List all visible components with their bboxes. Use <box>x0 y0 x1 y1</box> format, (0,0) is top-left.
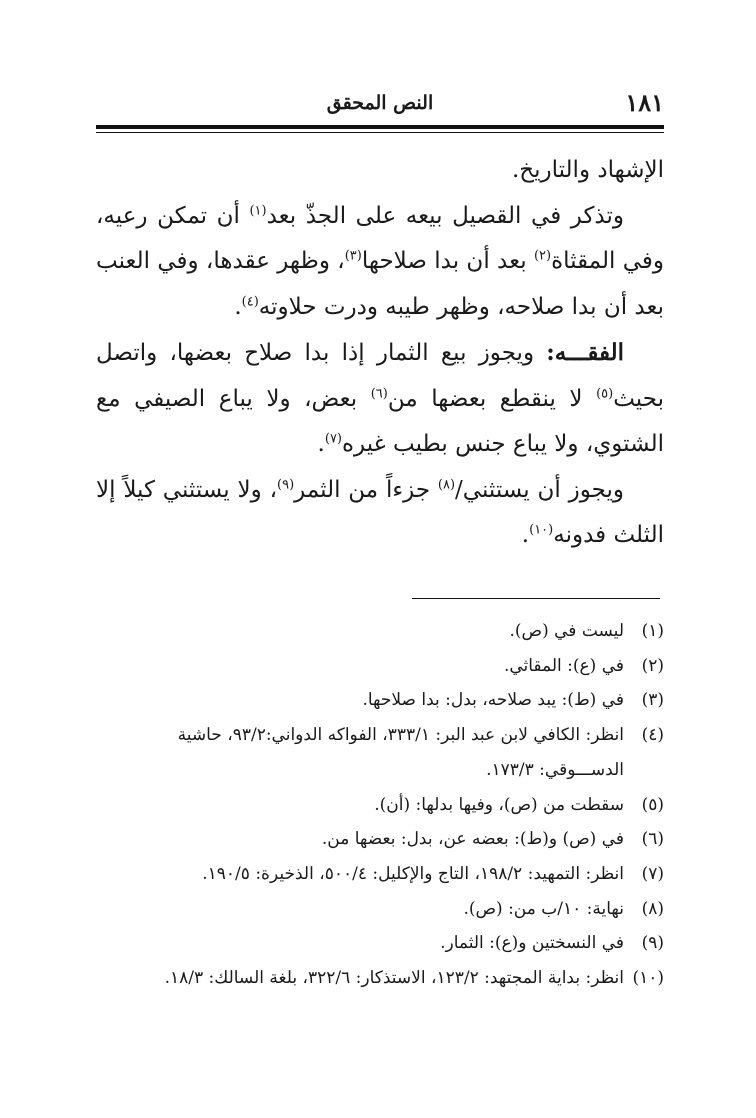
footnote-text: في النسختين و(ع): الثمار. <box>440 933 624 954</box>
text-span: بعد أن بدا صلاحها <box>361 248 534 274</box>
footnote-number: (٥) <box>641 794 664 815</box>
running-header <box>96 88 664 122</box>
footnote-number: (٧) <box>641 863 664 884</box>
footnote-number: (٦) <box>641 829 664 850</box>
header-rule-thick <box>96 125 664 129</box>
text-span: ويجوز بيع الثمار إذا بدا صلاح بعضها، واتصل بحيث <box>96 340 664 412</box>
footnote-number: (٨) <box>641 898 664 919</box>
footnote-text: في (ط): يبد صلاحه، بدل: بدا صلاحها. <box>362 690 624 711</box>
footnote-item <box>96 926 664 961</box>
text-span: الإشهاد والتاريخ. <box>511 157 664 183</box>
footnote-item <box>96 892 664 927</box>
footnote-item <box>96 857 664 892</box>
footnote-text: انظر: التمهيد: ١٩٨/٢، التاج والإكليل: ٥٠٠/٤، الذخيرة: ١٩٠/٥. <box>202 863 624 884</box>
paragraph-4 <box>96 468 664 559</box>
footnote-item <box>96 788 664 823</box>
footnote-text: انظر: الكافي لابن عبد البر: ٣٣٣/١، الفواكه الدواني:٩٣/٢، حاشية الدســـوقي: ١٧٣/٣. <box>177 725 624 780</box>
running-title: النص المحقق <box>326 92 434 114</box>
footnote-text: انظر: بداية المجتهد: ١٢٣/٢، الاستذكار: ٣٢٢/٦، بلغة السالك: ١٨/٣. <box>164 968 624 989</box>
text-span: جزءاً من الثمر <box>294 476 438 503</box>
paragraph-2 <box>96 194 664 331</box>
footnote-ref-10[interactable]: (١٠) <box>529 522 554 538</box>
footnote-text: نهاية: ١٠/ب من: (ص). <box>463 898 624 919</box>
footnote-ref-7[interactable]: (٧) <box>324 431 342 447</box>
page-number: ١٨١ <box>625 88 664 117</box>
header-rule-thin <box>96 132 664 133</box>
footnote-text: سقطت من (ص)، وفيها بدلها: (أن). <box>374 794 624 815</box>
footnote-item <box>96 822 664 857</box>
footnote-number: (١) <box>641 621 664 641</box>
footnote-ref-6[interactable]: (٦) <box>370 385 388 401</box>
footnote-item <box>96 683 664 718</box>
footnote-text: في (ص) و(ط): بعضه عن، بدل: بعضها من. <box>321 829 624 850</box>
text-span: . <box>521 522 530 548</box>
footnote-ref-5[interactable]: (٥) <box>596 385 614 401</box>
footnote-item <box>96 961 664 996</box>
text-span: وتذكر في القصيل بيعه على الجذّ بعد <box>266 202 624 229</box>
footnote-separator <box>412 598 660 599</box>
footnote-ref-4[interactable]: (٤) <box>241 293 259 309</box>
text-span: لا ينقطع بعضها من <box>387 385 597 412</box>
footnote-number: (٤) <box>641 725 664 746</box>
footnote-ref-1[interactable]: (١) <box>249 202 267 218</box>
footnote-number: (٢) <box>641 655 664 676</box>
text-span: بعض، ولا يباع الصيفي مع الشتوي، ولا يباع جنس بطيب غيره <box>96 385 664 457</box>
footnote-text: ليست في (ص). <box>509 621 624 641</box>
footnote-text: في (ع): المقاثي. <box>503 655 624 676</box>
main-text <box>96 148 664 559</box>
text-span: ، وظهر عقدها، وفي العنب بعد أن بدا صلاحه، وظهر طيبه ودرت حلاوته <box>96 248 664 320</box>
footnote-ref-8[interactable]: (٨) <box>437 476 456 492</box>
paragraph-1 <box>96 148 664 194</box>
paragraph-3 <box>96 330 664 468</box>
text-span: . <box>234 293 242 320</box>
footnote-item <box>96 649 664 684</box>
section-term: الفقـــه: <box>546 339 624 366</box>
footnote-number: (٣) <box>641 690 664 711</box>
footnote-number: (٩) <box>641 933 664 954</box>
footnote-ref-3[interactable]: (٣) <box>344 248 362 264</box>
footnote-ref-2[interactable]: (٢) <box>533 248 552 264</box>
text-span: ويجوز أن يستثني/ <box>455 476 624 503</box>
text-span: أن تمكن رعيه، وفي المقثاة <box>96 202 664 274</box>
footnotes <box>96 614 664 996</box>
footnote-number: (١٠) <box>632 968 664 989</box>
footnote-ref-9[interactable]: (٩) <box>277 476 295 492</box>
footnote-item <box>96 718 664 787</box>
footnote-item <box>96 614 664 649</box>
text-span: . <box>317 431 325 457</box>
text-span: ، ولا يستثني كيلاً إلا الثلث فدونه <box>96 476 664 548</box>
